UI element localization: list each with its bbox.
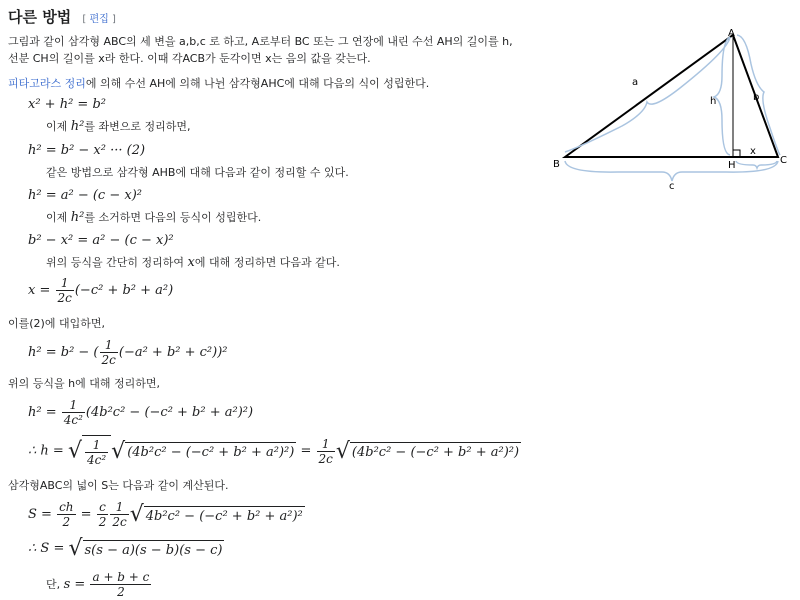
where-line: 단, s = $\frac{a + b + c}{2}$ [46, 570, 152, 599]
fraction: $\frac{1}{2c}$ [112, 500, 127, 529]
square-root: √ (4b²c² − (−c² + b² + a²)²) [111, 438, 295, 464]
label-side-a: a [632, 77, 639, 88]
right-angle-mark [733, 150, 740, 157]
fraction: $\frac{1}{2c}$ [101, 338, 116, 367]
label-segment-x: x [750, 146, 756, 157]
pythagoras-paragraph: 피타고라스 정리에 의해 수선 AH에 의해 나뉜 삼각형AHC에 대해 다음의 식이 성립한다. [8, 77, 430, 90]
label-c-vertex: C [780, 155, 787, 166]
label-side-c: c [669, 181, 675, 192]
formula-7: h² = $\frac{1}{\text{4c²}}$ (4b²c² − (−c² + b² + a²)²) [28, 398, 254, 427]
fraction: $\frac{1}{\text{4c²}}$ [63, 398, 83, 427]
label-b-vertex: B [553, 159, 560, 170]
formula-4: b² − x² = a² − (c − x)² [28, 233, 174, 248]
formula-6: h² = b² − ( $\frac{1}{2c}$ (−a² + b² + c²))² [28, 338, 228, 367]
substitute-paragraph: 이를(2)에 대입하면, [8, 317, 105, 330]
fraction: $\frac{1}{2c}$ [318, 436, 333, 466]
formula-3: h² = a² − (c − x)² [28, 188, 142, 203]
label-a-vertex: A [728, 28, 735, 39]
label-h-foot: H [728, 160, 736, 171]
square-root: √ 4b²c² − (−c² + b² + a²)² [129, 502, 303, 527]
edit-link[interactable]: 편집 [89, 14, 109, 25]
move-paragraph: 이제 h²를 좌변으로 정리하면, [46, 119, 191, 134]
edit-section: [ 편집 ] [82, 14, 116, 25]
intro-line-2: 선분 CH의 길이를 x라 한다. 이때 각ACB가 둔각이면 x는 음의 값을 갖는다. [8, 52, 371, 65]
square-root: √ (4b²c² − (−c² + b² + a²)²) [335, 438, 520, 464]
formula-11: s = $\frac{a + b + c}{2}$ [63, 570, 150, 599]
label-side-b: b [753, 92, 760, 103]
formula-5: x = $\frac{1}{2c}$ (−c² + b² + a²) [28, 276, 174, 305]
section-title: 다른 방법 [8, 8, 72, 26]
for-h-paragraph: 위의 등식을 h에 대해 정리하면, [8, 377, 160, 390]
pythagoras-link[interactable]: 피타고라스 정리 [8, 77, 86, 90]
intro-line-1: 그림과 같이 삼각형 ABC의 세 변을 a,b,c 로 하고, A로부터 BC 또는 그 연장에 내린 수선 AH의 길이를 h, [8, 35, 513, 48]
formula-10: ∴ S = √ s(s − a)(s − b)(s − c) [28, 536, 223, 561]
eliminate-paragraph: 이제 h²를 소거하면 다음의 등식이 성립한다. [46, 210, 262, 225]
formula-1: x² + h² = b² [28, 97, 106, 112]
formula-9: S = $\frac{ch}{2}$ = $\frac{c}{2}$ $\frac{1}{2c}$ √ 4b²c² − (−c² + b² + a²)² [28, 500, 303, 529]
square-root: √ s(s − a)(s − b)(s − c) [68, 536, 223, 561]
formula-8: ∴ h = √ $\frac{1}{\text{4c²}}$ √ (4b²c² − (−c² + b² + a²)²) = $\frac{1}{2c}$ √ (4b²c² − (−c² + b² + a²)²) [28, 436, 520, 467]
fraction: $\frac{ch}{2}$ [59, 500, 74, 529]
brace-x [736, 161, 777, 168]
section-heading [8, 6, 116, 27]
square-root: √ $\frac{1}{\text{4c²}}$ [68, 435, 111, 467]
area-paragraph: 삼각형ABC의 넓이 S는 다음과 같이 계산된다. [8, 479, 229, 492]
same-method-paragraph: 같은 방법으로 삼각형 AHB에 대해 다음과 같이 정리할 수 있다. [46, 166, 349, 179]
solve-paragraph: 위의 등식을 간단히 정리하여 x에 대해 정리하면 다음과 같다. [46, 255, 340, 270]
label-height-h: h [710, 96, 717, 107]
fraction: $\frac{c}{2}$ [98, 500, 107, 529]
formula-2: h² = b² − x² ··· (2) [28, 143, 146, 158]
fraction: $\frac{1}{2c}$ [57, 276, 72, 305]
brace-h [714, 37, 730, 155]
triangle-diagram [550, 24, 790, 194]
fraction: $\frac{a + b + c}{2}$ [92, 570, 150, 599]
brace-c [565, 161, 778, 181]
